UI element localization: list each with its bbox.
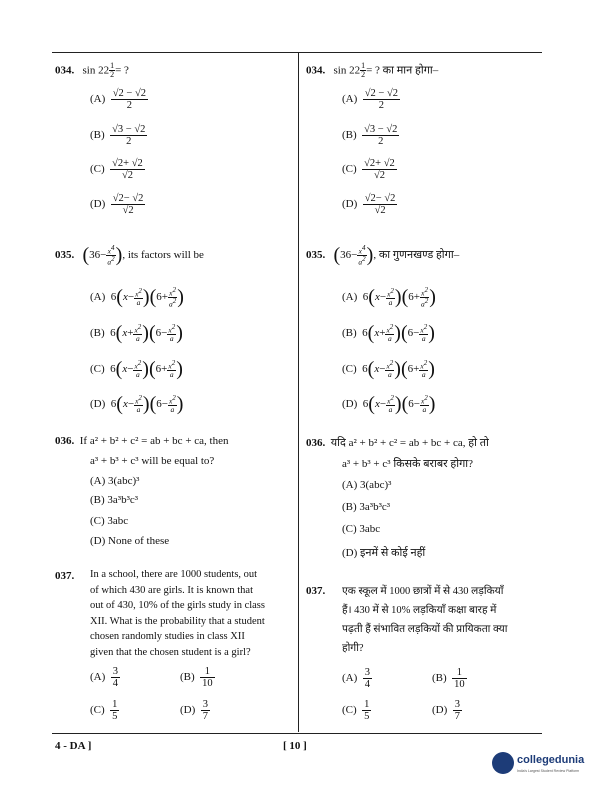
question-number: 036. — [306, 437, 326, 449]
right-q35-option-a: (A) 6(x− $\frac{x^2}{a}$ )(6+ $\frac{x^2}{a^2}$ ) — [342, 286, 436, 309]
stem-text: sin 22 — [333, 64, 361, 77]
stem-text: sin 22 — [82, 64, 110, 77]
left-q37-number: 037. — [55, 570, 75, 582]
right-q34-option-b: (B) $\frac{√3 - √2}{2}$ — [342, 124, 398, 148]
text-line: given that the chosen student is a girl? — [90, 646, 251, 658]
right-q37-option-b: (B) $\frac{1}{10}$ — [432, 667, 465, 691]
text-line: of which 430 are girls. It is known that — [90, 584, 254, 596]
logo-icon — [492, 752, 514, 774]
right-q36-line1 — [306, 435, 489, 450]
left-q35-option-b: (B) 6(x+ $\frac{x^2}{a}$ )(6− $\frac{x^2}{a}$ ) — [90, 322, 183, 344]
right-q35-option-c: (C) 6(x− $\frac{x^2}{a}$ )(6+ $\frac{x^2}{a}$ ) — [342, 358, 435, 380]
column-divider — [298, 52, 299, 732]
left-q34-option-a: (A) $\frac{√2 - √2}{2}$ — [90, 88, 146, 112]
left-q35-stem: 035. (36− $\frac{x^4}{a^2}$ ), its factors will be — [55, 244, 204, 267]
footer-code: 4 - DA ] — [55, 740, 92, 752]
right-q34-option-a: (A) $\frac{√2 - √2}{2}$ — [342, 88, 398, 112]
left-q36-option-b: (B) 3a³b³c³ — [90, 494, 139, 506]
left-q34-option-c: (C) $\frac{√2+ √2}{√2}$ — [90, 158, 143, 182]
text-line: In a school, there are 1000 students, out — [90, 569, 258, 580]
left-q37-option-d: (D) $\frac{3}{7}$ — [180, 699, 209, 723]
question-number: 035. — [55, 249, 75, 262]
left-q36-option-c: (C) 3abc — [90, 515, 129, 527]
right-q36-option-c: (C) 3abc — [342, 523, 381, 535]
right-q35-option-d: (D) 6(x− $\frac{x^2}{a}$ )(6− $\frac{x^2}{a}$ ) — [342, 393, 436, 415]
left-q36-line2: a³ + b³ + c³ will be equal to? — [90, 455, 215, 467]
right-q36-option-d: (D) इनमें से कोई नहीं — [342, 547, 426, 559]
logo-tagline: India's Largest Student Review Platform — [517, 769, 580, 773]
left-q35-option-c: (C) 6(x− $\frac{x^2}{a}$ )(6+ $\frac{x^2}{a}$ ) — [90, 358, 183, 380]
left-q36-option-a: (A) 3(abc)³ — [90, 475, 140, 487]
mixed-fraction: $\frac{1}{2}$ — [361, 61, 366, 80]
mixed-fraction: $\frac{1}{2}$ — [110, 61, 115, 80]
question-number: 034. — [306, 64, 326, 77]
left-q37-option-c: (C) $\frac{1}{5}$ — [90, 699, 118, 723]
right-q36-option-b: (B) 3a³b³c³ — [342, 501, 391, 513]
text-line: होगी? — [342, 643, 364, 654]
right-q34-stem — [306, 62, 438, 80]
question-number: 034. — [55, 64, 75, 77]
right-q34-option-d: (D) $\frac{√2- √2}{√2}$ — [342, 193, 396, 217]
left-q36-option-d: (D) None of these — [90, 535, 170, 547]
left-q35-option-d: (D) 6(x− $\frac{x^2}{a}$ )(6− $\frac{x^2}{a}$ ) — [90, 393, 184, 415]
top-rule — [52, 52, 542, 53]
question-number: 036. — [55, 435, 75, 447]
text-line: हैं। 430 में से 10% लड़कियाँ कक्षा बारह में — [342, 605, 497, 616]
left-q34-option-b: (B) $\frac{√3 - √2}{2}$ — [90, 124, 146, 148]
stem-text: If a² + b² + c² = ab + bc + ca, then — [79, 435, 229, 447]
logo-name: collegedunia — [517, 754, 585, 766]
right-q37-option-c: (C) $\frac{1}{5}$ — [342, 699, 370, 723]
stem-suffix: = ? — [115, 64, 129, 77]
right-q35-stem: 035. (36− $\frac{x^4}{a^2}$ ), का गुणनखण्ड होगा– — [306, 244, 460, 267]
right-q36-line2: a³ + b³ + c³ किसके बराबर होगा? — [342, 458, 474, 470]
collegedunia-logo — [492, 748, 588, 788]
text-line: एक स्कूल में 1000 छात्रों में से 430 लड़कियाँ — [342, 586, 504, 597]
stem-text: , its factors will be — [122, 249, 204, 262]
stem-text: यदि a² + b² + c² = ab + bc + ca, हो तो — [330, 437, 489, 449]
stem-text: , का गुणनखण्ड होगा– — [373, 249, 460, 262]
right-q37-number: 037. — [306, 585, 326, 597]
left-q37-option-b: (B) $\frac{1}{10}$ — [180, 666, 213, 690]
question-number: 035. — [306, 249, 326, 262]
left-q36-line1 — [55, 435, 228, 447]
text-line: पढ़ती हैं संभावित लड़कियों की प्रायिकता क्या — [342, 624, 508, 635]
right-q37-option-d: (D) $\frac{3}{7}$ — [432, 699, 461, 723]
stem-suffix: = ? का मान होगा– — [366, 64, 439, 77]
left-q37-text — [90, 567, 265, 660]
left-q34-option-d: (D) $\frac{√2- √2}{√2}$ — [90, 193, 144, 217]
page-number: [ 10 ] — [283, 740, 307, 752]
text-line: chosen randomly studies in class XII — [90, 631, 245, 642]
left-q34-stem — [55, 62, 129, 80]
left-q37-option-a: (A) $\frac{3}{4}$ — [90, 666, 119, 690]
text-line: out of 430, 10% of the girls study in class — [90, 600, 265, 611]
right-q36-option-a: (A) 3(abc)³ — [342, 479, 392, 491]
text-line: XII. What is the probability that a student — [90, 615, 265, 627]
bottom-rule — [52, 733, 542, 734]
right-q37-text — [342, 582, 507, 658]
right-q34-option-c: (C) $\frac{√2+ √2}{√2}$ — [342, 158, 395, 182]
left-q35-option-a: (A) 6(x− $\frac{x^2}{a}$ )(6+ $\frac{x^2}{a^2}$ ) — [90, 286, 184, 309]
right-q37-option-a: (A) $\frac{3}{4}$ — [342, 667, 371, 691]
right-q35-option-b: (B) 6(x+ $\frac{x^2}{a}$ )(6− $\frac{x^2}{a}$ ) — [342, 322, 435, 344]
